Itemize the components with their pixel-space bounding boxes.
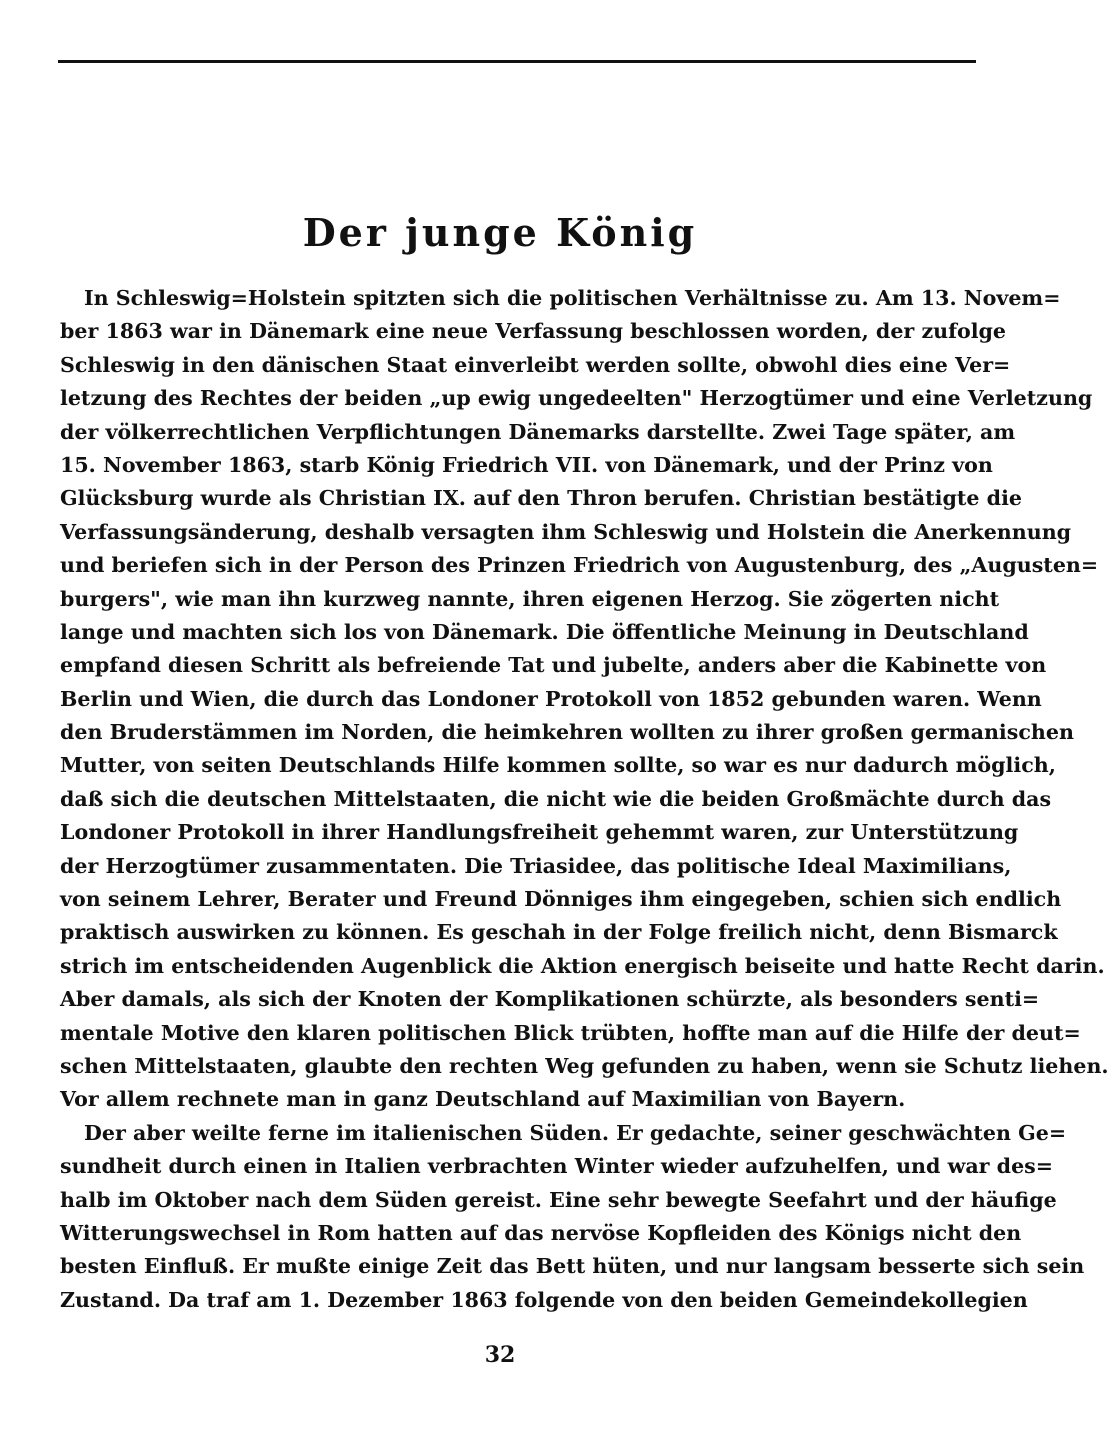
text-line: Zustand. Da traf am 1. Dezember 1863 folgende von den beiden Gemeindekollegien [60,1287,1028,1312]
text-line: Verfassungsänderung, deshalb versagten ihm Schleswig und Holstein die Anerkennung [60,519,1072,544]
text-line: mentale Motive den klaren politischen Blick trübten, hoffte man auf die Hilfe der deut= [60,1020,1081,1045]
page-number: 32 [484,1342,516,1368]
text-line: In Schleswig=Holstein spitzten sich die politischen Verhältnisse zu. Am 13. Novem= [84,286,1061,310]
text-line: Vor allem rechnete man in ganz Deutschland auf Maximilian von Bayern. [60,1087,906,1112]
text-line: 15. November 1863, starb König Friedrich VII. von Dänemark, und der Prinz von [60,452,993,477]
text-line: letzung des Rechtes der beiden „up ewig ungedeelten" Herzogtümer und eine Verletzung [60,386,1093,411]
text-line: von seinem Lehrer, Berater und Freund Dönniges ihm eingegeben, schien sich endlich [60,887,1062,912]
paragraph-2 [60,1117,1085,1317]
header-rule [58,60,976,63]
text-line: und beriefen sich in der Person des Prinzen Friedrich von Augustenburg, des „Augusten= [60,553,1099,578]
text-line: Berlin und Wien, die durch das Londoner Protokoll von 1852 gebunden waren. Wenn [60,686,1042,711]
text-line: Schleswig in den dänischen Staat einverleibt werden sollte, obwohl dies eine Ver= [60,352,1011,377]
text-line: burgers", wie man ihn kurzweg nannte, ihren eigenen Herzog. Sie zögerten nicht [60,586,1000,611]
text-line: Glücksburg wurde als Christian IX. auf den Thron berufen. Christian bestätigte die [60,486,1022,511]
text-line: praktisch auswirken zu können. Es geschah in der Folge freilich nicht, denn Bismarck [60,920,1058,945]
text-line: schen Mittelstaaten, glaubte den rechten Weg gefunden zu haben, wenn sie Schutz liehen. [60,1053,1109,1078]
text-line: halb im Oktober nach dem Süden gereist. Eine sehr bewegte Seefahrt und der häufige [60,1187,1057,1212]
text-line: Witterungswechsel in Rom hatten auf das nervöse Kopfleiden des Königs nicht den [60,1220,1022,1245]
text-line: empfand diesen Schritt als befreiende Tat und jubelte, anders aber die Kabinette von [60,653,1047,678]
text-line: der Herzogtümer zusammentaten. Die Triasidee, das politische Ideal Maximilians, [60,853,1012,878]
text-line: besten Einfluß. Er mußte einige Zeit das Bett hüten, und nur langsam besserte sich sein [60,1254,1085,1279]
text-line: daß sich die deutschen Mittelstaaten, die nicht wie die beiden Großmächte durch das [60,786,1052,811]
text-line: Mutter, von seiten Deutschlands Hilfe kommen sollte, so war es nur dadurch möglich, [60,753,1056,778]
paragraph-1 [60,282,1109,1117]
text-line: Der aber weilte ferne im italienischen Süden. Er gedachte, seiner geschwächten Ge= [84,1120,1067,1145]
text-line: der völkerrechtlichen Verpflichtungen Dänemarks darstellte. Zwei Tage später, am [60,419,1016,444]
chapter-title: Der junge König [302,210,698,255]
text-line: ber 1863 war in Dänemark eine neue Verfassung beschlossen worden, der zufolge [60,319,1007,344]
text-line: lange und machten sich los von Dänemark. Die öffentliche Meinung in Deutschland [60,619,1029,644]
text-line: sundheit durch einen in Italien verbrachten Winter wieder aufzuhelfen, und war des= [60,1154,1054,1179]
text-line: Aber damals, als sich der Knoten der Komplikationen schürzte, als besonders senti= [60,987,1040,1012]
text-line: den Bruderstämmen im Norden, die heimkehren wollten zu ihrer großen germanischen [60,720,1074,745]
text-line: Londoner Protokoll in ihrer Handlungsfreiheit gehemmt waren, zur Unterstützung [60,820,1019,845]
text-line: strich im entscheidenden Augenblick die Aktion energisch beiseite und hatte Recht darin. [60,953,1105,978]
body-text [60,282,1109,1317]
